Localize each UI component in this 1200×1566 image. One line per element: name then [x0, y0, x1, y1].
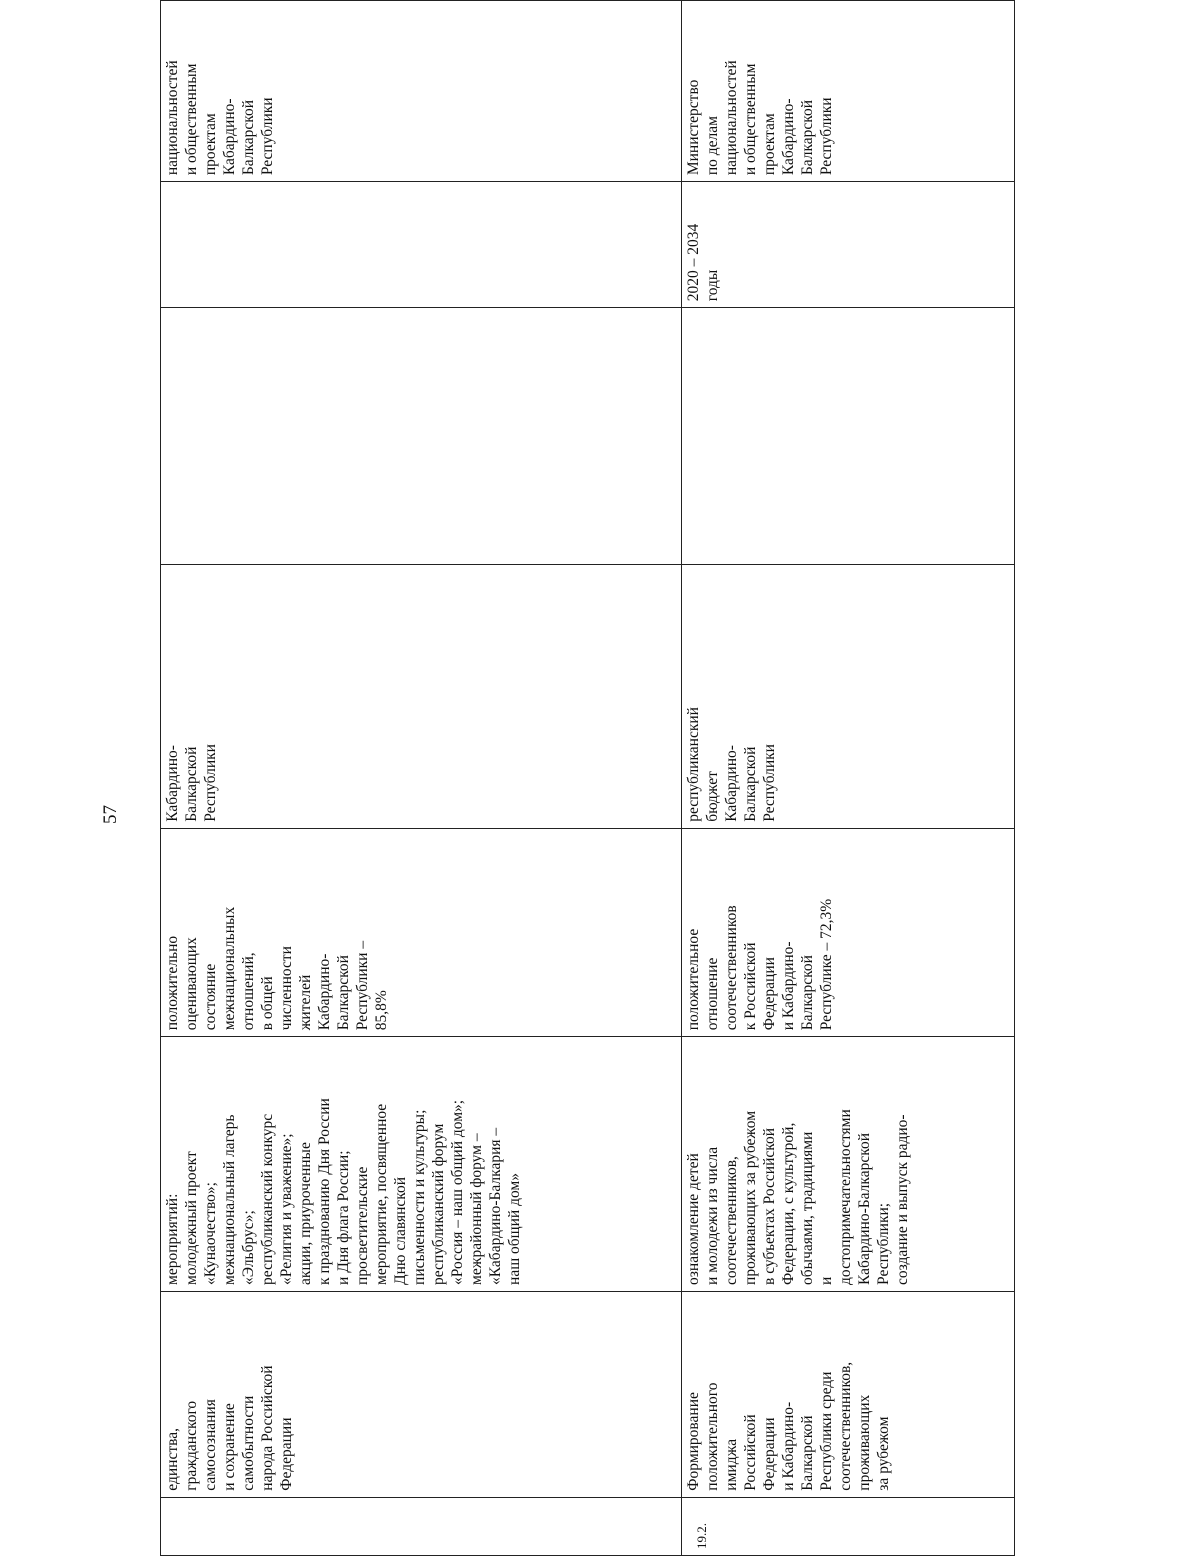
cell-line: и общественным: [183, 63, 200, 176]
cell-line: мероприятий:: [164, 1193, 181, 1285]
cell-line: по делам: [704, 116, 721, 176]
cell-line: положительное: [685, 928, 702, 1031]
cell-line: Балкарской: [335, 955, 352, 1031]
cell-line: и молодежи из числа: [704, 1146, 721, 1285]
cell-line: положительного: [704, 1382, 721, 1491]
cell-line: Балкарской: [742, 746, 759, 822]
cell-line: соотечественников,: [837, 1361, 854, 1491]
cell-line: «Кабардино-Балкария –: [487, 1127, 504, 1285]
cell-line: Дню славянской: [392, 1176, 409, 1285]
cell-line: «Религия и уважение»;: [278, 1133, 295, 1285]
cell-line: Республики: [202, 744, 219, 822]
indicator-cell: [161, 828, 682, 1037]
cell-line: проживающих за рубежом: [742, 1110, 759, 1285]
cell-line: гражданского: [183, 1400, 200, 1491]
cell-line: Балкарской: [799, 99, 816, 176]
cell-line: достопримечательностями: [837, 1109, 854, 1285]
funding-cell: [682, 564, 1015, 828]
cell-line: и Кабардино-: [780, 1401, 797, 1491]
cell-line: национальностей: [723, 60, 740, 176]
cell-line: Кабардино-: [221, 98, 238, 176]
page-number: 57: [100, 805, 121, 824]
row-number-cell: [682, 1497, 1015, 1555]
cell-line: ознакомление детей: [685, 1153, 702, 1285]
cell-line: и Дня флага России;: [335, 1150, 352, 1285]
row-number: [163, 1504, 171, 1549]
cell-line: за рубежом: [875, 1416, 892, 1491]
cell-line: «Россия – наш общий дом»;: [449, 1099, 466, 1285]
cell-line: Республики: [761, 744, 778, 822]
table-row: [682, 1, 1015, 1556]
cell-line: Формирование: [685, 1392, 702, 1491]
cell-line: состояние: [202, 963, 219, 1031]
cell-line: годы: [704, 269, 721, 302]
cell-line: 85,8%: [373, 990, 390, 1031]
cell-line: Республике – 72,3%: [818, 898, 835, 1031]
extra-cell: [682, 308, 1015, 564]
cell-line: Министерство: [685, 79, 702, 176]
cell-line: Балкарской: [240, 99, 257, 176]
cell-line: численности: [278, 946, 295, 1031]
period-cell: [161, 182, 682, 308]
cell-line: Федерации, с культурой,: [780, 1122, 797, 1285]
cell-line: в общей: [259, 976, 276, 1031]
cell-line: Республики: [259, 97, 276, 176]
cell-line: «Кунаочество»;: [202, 1182, 219, 1285]
cell-line: и Кабардино-: [780, 941, 797, 1031]
cell-line: отношение: [704, 957, 721, 1031]
cell-line: соотечественников: [723, 905, 740, 1031]
extra-cell: [161, 308, 682, 564]
cell-line: 2020 – 2034: [685, 223, 702, 302]
activities-cell: [161, 1037, 682, 1292]
cell-line: проектам: [761, 113, 778, 176]
cell-line: межнациональный лагерь: [221, 1114, 238, 1285]
cell-line: республиканский форум: [430, 1123, 447, 1285]
cell-line: и общественным: [742, 63, 759, 176]
cell-line: самосознания: [202, 1399, 219, 1491]
cell-line: единства,: [164, 1428, 181, 1491]
cell-line: Федерации: [761, 957, 778, 1031]
funding-cell: [161, 564, 682, 828]
cell-line: самобытности: [240, 1395, 257, 1491]
cell-line: оценивающих: [183, 937, 200, 1031]
program-table: [160, 0, 1015, 1556]
executor-cell: [682, 1, 1015, 182]
cell-line: Кабардино-Балкарской: [856, 1132, 873, 1285]
cell-line: проживающих: [856, 1394, 873, 1491]
cell-line: Республики;: [875, 1202, 892, 1285]
cell-line: имиджа: [723, 1438, 740, 1491]
cell-line: республиканский конкурс: [259, 1113, 276, 1285]
cell-line: Федерации: [761, 1417, 778, 1491]
cell-line: просветительские: [354, 1166, 371, 1285]
cell-line: бюджет: [704, 771, 721, 822]
table-row: [161, 1, 682, 1556]
cell-line: молодежный проект: [183, 1151, 200, 1285]
cell-line: и сохранение: [221, 1403, 238, 1491]
cell-line: жителей: [297, 974, 314, 1031]
cell-line: межнациональных: [221, 906, 238, 1031]
cell-line: в субъектах Российской: [761, 1127, 778, 1285]
cell-line: Республики среди: [818, 1371, 835, 1491]
cell-line: Кабардино-: [723, 745, 740, 822]
task-cell: [682, 1291, 1015, 1497]
cell-line: национальностей: [164, 60, 181, 176]
cell-line: к Российской: [742, 942, 759, 1031]
cell-line: отношений,: [240, 952, 257, 1031]
cell-line: обычаями, традициями: [799, 1131, 816, 1285]
cell-line: народа Российской: [259, 1365, 276, 1491]
cell-line: Республики –: [354, 940, 371, 1031]
indicator-cell: [682, 828, 1015, 1037]
cell-line: «Эльбрус»;: [240, 1210, 257, 1285]
cell-line: межрайонный форум –: [468, 1133, 485, 1285]
cell-line: проектам: [202, 113, 219, 176]
cell-line: Балкарской: [183, 746, 200, 822]
cell-line: создание и выпуск радио-: [894, 1114, 911, 1285]
cell-line: Российской: [742, 1414, 759, 1491]
task-cell: [161, 1291, 682, 1497]
cell-line: Кабардино-: [780, 98, 797, 176]
cell-line: Кабардино-: [316, 953, 333, 1031]
cell-line: Федерации: [278, 1417, 295, 1491]
cell-line: и: [818, 1276, 835, 1285]
cell-line: наш общий дом»: [506, 1173, 523, 1285]
cell-line: Балкарской: [799, 955, 816, 1031]
cell-line: акции, приуроченные: [297, 1142, 314, 1285]
row-number: 19.2.: [694, 1523, 709, 1549]
cell-line: к празднованию Дня России: [316, 1098, 333, 1285]
activities-cell: [682, 1037, 1015, 1292]
cell-line: Республики: [818, 97, 835, 176]
executor-cell: [161, 1, 682, 182]
cell-line: мероприятие, посвященное: [373, 1103, 390, 1285]
cell-line: Балкарской: [799, 1415, 816, 1491]
period-cell: [682, 182, 1015, 308]
cell-line: соотечественников,: [723, 1156, 740, 1285]
cell-line: положительно: [164, 935, 181, 1031]
cell-line: письменности и культуры;: [411, 1109, 428, 1285]
cell-line: Кабардино-: [164, 745, 181, 822]
row-number-cell: [161, 1497, 682, 1555]
cell-line: республиканский: [685, 707, 702, 822]
